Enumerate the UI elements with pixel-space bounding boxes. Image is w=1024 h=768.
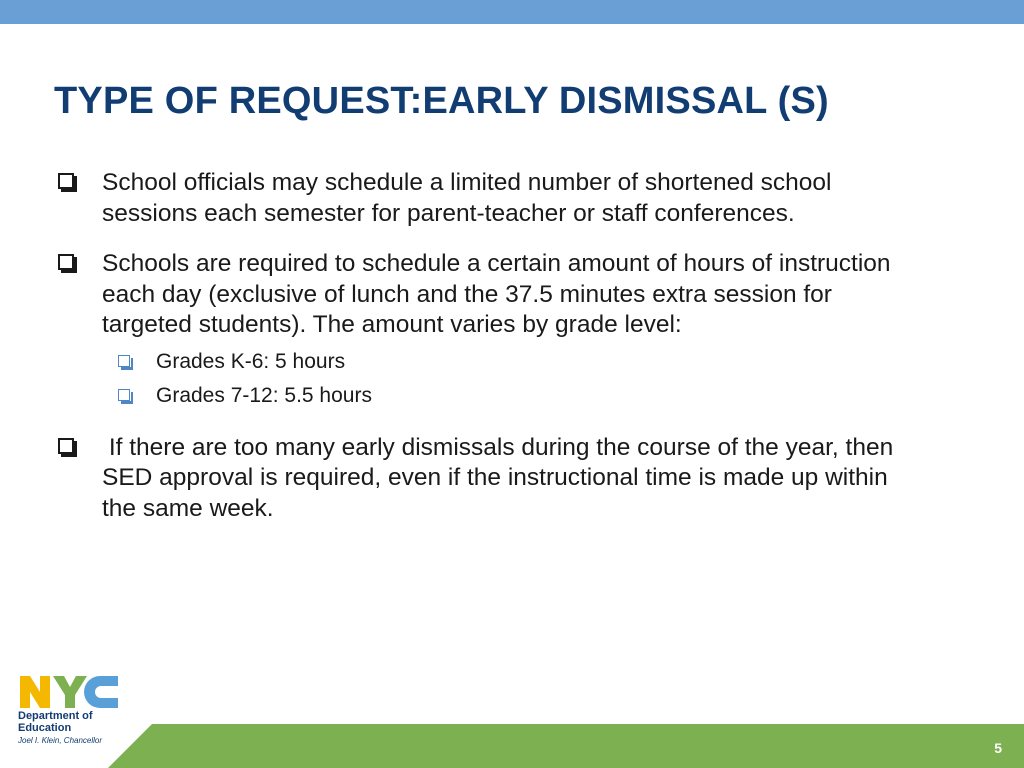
page-number: 5 — [994, 740, 1002, 756]
sub-bullet-item — [102, 379, 916, 413]
nyc-wordmark-logo — [18, 674, 120, 710]
sub-bullet-item — [102, 345, 916, 379]
bullet-text: School officials may schedule a limited number of shortened school sessions each semester for parent-teacher or staff conferences. — [102, 169, 832, 227]
bullet-text: Schools are required to schedule a certain amount of hours of instruction each day (exclusive of lunch and the 37.5 minutes extra session for targeted students). The amount varies by grade level: — [102, 250, 891, 338]
square-bullet-icon — [118, 389, 130, 401]
square-bullet-icon — [118, 355, 130, 367]
sub-bullet-text: Grades K-6: 5 hours — [156, 349, 346, 373]
bullet-text: If there are too many early dismissals during the course of the year, then SED approval is required, even if the instructional time is made up within the same week. — [102, 433, 901, 522]
bullet-item — [56, 433, 916, 525]
sub-bullet-list — [102, 345, 916, 413]
sub-bullet-text: Grades 7-12: 5.5 hours — [156, 383, 372, 407]
bullet-list — [56, 168, 916, 544]
footer-bar — [108, 724, 1024, 768]
department-line-2: Education — [18, 722, 72, 734]
bullet-item — [56, 249, 916, 413]
slide-title: TYPE OF REQUEST:EARLY DISMISSAL (S) — [54, 80, 829, 122]
department-line-1: Department of — [18, 710, 93, 722]
chancellor-line: Joel I. Klein, Chancellor — [18, 736, 103, 745]
square-bullet-icon — [58, 438, 74, 454]
nyc-doe-logo — [18, 674, 128, 747]
square-bullet-icon — [58, 173, 74, 189]
bullet-item — [56, 168, 916, 229]
top-accent-bar — [0, 0, 1024, 24]
square-bullet-icon — [58, 254, 74, 270]
